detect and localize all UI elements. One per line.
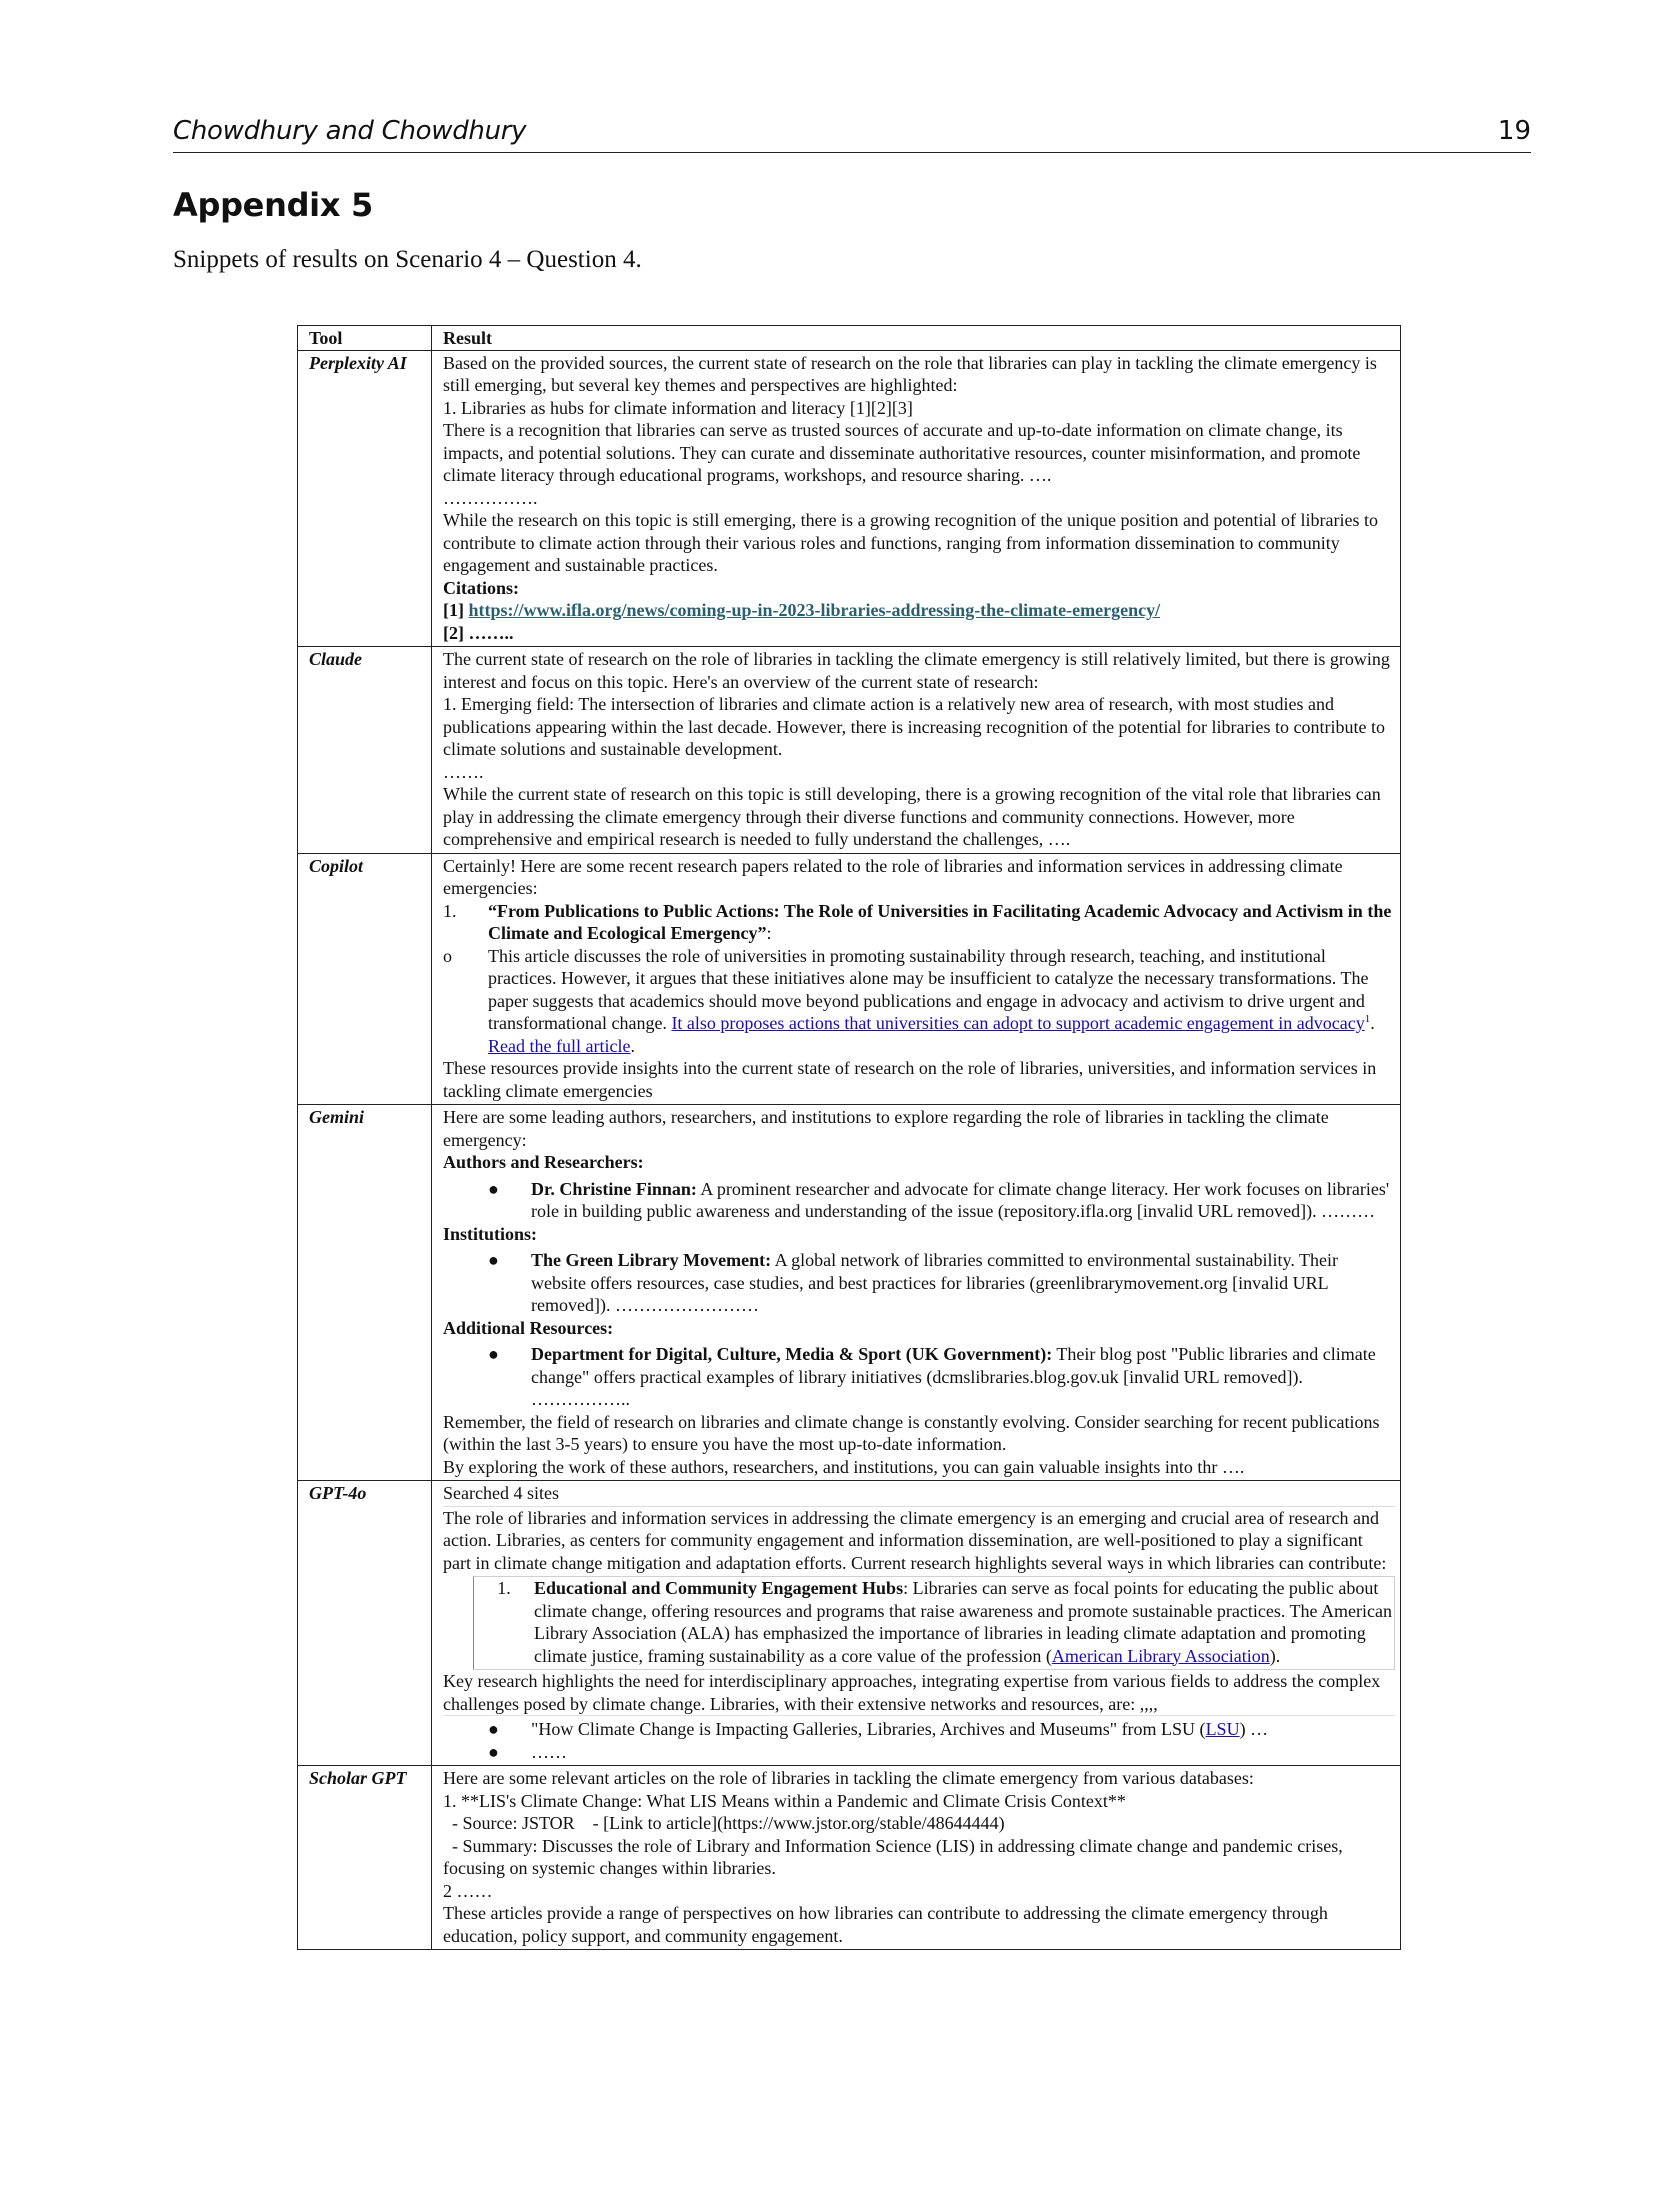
paragraph: These resources provide insights into the current state of research on the role of libraries, universities, and information services in tackling climate emergencies: [443, 1058, 1377, 1101]
list-item-text: [488, 900, 1395, 945]
paragraph: The current state of research on the role of libraries in tackling the climate emergency is still relatively limited, but there is growing interest and focus on this topic. Here's an overview of the current state of research:: [443, 649, 1390, 692]
citation-link[interactable]: https://www.ifla.org/news/coming-up-in-2023-libraries-addressing-the-climate-emergency/: [468, 600, 1161, 620]
table-caption: Snippets of results on Scenario 4 – Question 4.: [173, 246, 642, 273]
ala-link[interactable]: American Library Association: [1051, 1645, 1270, 1666]
bullet-icon: ●: [488, 1741, 499, 1762]
header-result: Result: [432, 326, 1401, 351]
read-article-link[interactable]: Read the full article: [488, 1035, 631, 1056]
list-item-text: [534, 1577, 1394, 1667]
tool-name: Claude: [298, 647, 432, 854]
paragraph: The role of libraries and information services in addressing the climate emergency is an emerging and crucial area of research and action. Libraries, as centers for community engagement and information dissemination, are well-positioned to play a significant part in climate change mitigation and adaptation efforts. Current research highlights several ways in which libraries can contribute:: [443, 1507, 1387, 1573]
paragraph: 1. Libraries as hubs for climate information and literacy [1][2][3]: [443, 397, 913, 418]
bullet-list: [443, 1715, 1395, 1763]
bullet-icon: ●: [488, 1178, 499, 1199]
bullet-icon: ●: [488, 1250, 499, 1270]
entity-description: A prominent researcher and advocate for climate change literacy. Her work focuses on libraries' role in building public awareness and understanding of the issue (repository.ifla.org [invalid URL removed]). ………: [531, 1178, 1390, 1221]
section-heading: Institutions:: [443, 1223, 538, 1244]
citation-number: [1]: [443, 600, 464, 620]
table-row: [298, 1105, 1401, 1481]
entity-name: Department for Digital, Culture, Media & Sport (UK Government):: [531, 1344, 1053, 1364]
footnote-ref: 1: [1364, 1013, 1371, 1025]
item-title: Educational and Community Engagement Hubs: [534, 1578, 904, 1598]
list-item-text: [531, 1343, 1395, 1411]
result-cell: [432, 1766, 1401, 1950]
page-header: [173, 112, 1531, 153]
entity-description: A global network of libraries committed to environmental sustainability. Their website offers resources, case studies, and best practices for libraries (greenlibrarymovement.org [invalid URL removed]). ……………………: [531, 1250, 1339, 1315]
list-item: [443, 900, 1395, 945]
list-item: [443, 1718, 1395, 1741]
list-marker: 1.: [443, 900, 457, 921]
sub-list-marker: o: [443, 945, 452, 966]
summary-text: This article discusses the role of universities in promoting sustainability through research, teaching, and institutional practices. However, it argues that these initiatives alone may be insufficient to catalyze the necessary transformations. The paper suggests that academics should move beyond publications and engage in advocacy and activism to drive urgent and transformational change.: [488, 945, 1369, 1033]
section-heading: Additional Resources:: [443, 1317, 614, 1338]
results-table: [297, 325, 1401, 1950]
list-item: [443, 1178, 1395, 1223]
paragraph: While the research on this topic is still emerging, there is a growing recognition of the unique position and potential of libraries to contribute to climate action through their various roles and functions, ranging from information dissemination to community engagement and sustainable practices.: [443, 510, 1378, 575]
paragraph: Key research highlights the need for interdisciplinary approaches, integrating expertise from various fields to address the complex challenges posed by climate change. Libraries, with their extensive networks and resources, are: ,,,,: [443, 1671, 1381, 1714]
sub-list-text: This article discusses the role of universities in promoting sustainability through research, teaching, and institutional practices. However, it argues that these initiatives alone may be insufficient to catalyze the necessary transformations. The paper suggests that academics should move beyond publications and engage in advocacy and activism to drive urgent and transformational change. It also proposes actions that universities can adopt to support academic engagement in advocacy$^1$. Read the full article.: [488, 945, 1375, 1056]
bullet-icon: ●: [488, 1719, 499, 1739]
paragraph: These articles provide a range of perspectives on how libraries can contribute to addressing the climate emergency through education, policy support, and community engagement.: [443, 1903, 1328, 1946]
entity-name: Dr. Christine Finnan:: [531, 1178, 697, 1199]
proposal-link[interactable]: It also proposes actions that universities can adopt to support academic engagement in advocacy: [671, 1013, 1365, 1033]
list-item: [474, 1577, 1394, 1667]
list-item-text: [531, 1718, 1268, 1741]
result-cell: [432, 1481, 1401, 1766]
citations-label: Citations:: [443, 577, 519, 598]
table-row: [298, 1481, 1401, 1766]
title-suffix: :: [766, 923, 772, 943]
item-close: ).: [1269, 1645, 1281, 1666]
section-heading: Authors and Researchers:: [443, 1152, 644, 1172]
table-row: [298, 647, 1401, 854]
result-cell: [432, 853, 1401, 1105]
list-item-text: [531, 1178, 1395, 1223]
paragraph: While the current state of research on this topic is still developing, there is a growing recognition of the vital role that libraries can play in addressing the climate emergency through their diverse functions and community connections. However, more comprehensive and empirical research is needed to fully understand the challenges, ….: [443, 784, 1381, 849]
appendix-title: Appendix 5: [173, 186, 373, 224]
table-row: [298, 1766, 1401, 1950]
tool-name: Perplexity AI: [298, 350, 432, 647]
citation-2: [2] ……..: [443, 622, 514, 643]
paragraph: Here are some leading authors, researchers, and institutions to explore regarding the role of libraries in tackling the climate emergency:: [443, 1107, 1329, 1150]
source-close: ) …: [1239, 1719, 1269, 1739]
tool-name: Copilot: [298, 853, 432, 1105]
paragraph: - Source: JSTOR - [Link to article](https://www.jstor.org/stable/48644444): [443, 1813, 1005, 1833]
result-cell: [432, 1105, 1401, 1481]
running-head: Chowdhury and Chowdhury: [173, 116, 527, 146]
paragraph: Here are some relevant articles on the role of libraries in tackling the climate emergency from various databases:: [443, 1768, 1254, 1788]
table-row: [298, 853, 1401, 1105]
result-cell: [432, 350, 1401, 647]
lsu-link[interactable]: LSU: [1205, 1719, 1240, 1739]
sub-list-item: [443, 945, 1395, 1058]
list-item: [443, 1249, 1395, 1317]
paragraph: - Summary: Discusses the role of Library and Information Science (LIS) in addressing climate change and pandemic crises, focusing on systemic changes within libraries.: [443, 1835, 1348, 1878]
list-item: [443, 1741, 1395, 1764]
entity-description: Their blog post "Public libraries and climate change" offers practical examples of library initiatives (dcmslibraries.blog.gov.uk [invalid URL removed]). ……………..: [531, 1344, 1376, 1409]
bullet-icon: ●: [488, 1344, 499, 1364]
paragraph: …….: [443, 761, 484, 782]
paragraph: 1. **LIS's Climate Change: What LIS Means within a Pandemic and Climate Crisis Context**: [443, 1790, 1126, 1811]
list-item-text: ……: [531, 1741, 567, 1762]
paragraph: Based on the provided sources, the current state of research on the role that libraries can play in tackling the climate emergency is still emerging, but several key themes and perspectives are highlighted:: [443, 352, 1377, 395]
searched-sites-note: Searched 4 sites: [443, 1482, 1395, 1507]
list-item: [443, 1343, 1395, 1411]
list-item-text: [531, 1249, 1395, 1317]
table-header-row: [298, 326, 1401, 351]
paragraph: There is a recognition that libraries can serve as trusted sources of accurate and up-to-date information on climate change, its impacts, and potential solutions. They can curate and disseminate authoritative resources, counter misinformation, and promote climate literacy through educational programs, workshops, and resource sharing. ….: [443, 420, 1361, 485]
paragraph: 1. Emerging field: The intersection of libraries and climate action is a relatively new area of research, with most studies and publications appearing within the last decade. However, there is increasing recognition of the potential for libraries to contribute to climate solutions and sustainable development.: [443, 694, 1385, 759]
table-row: [298, 350, 1401, 647]
source-title: "How Climate Change is Impacting Galleries, Libraries, Archives and Museums" from LSU (: [531, 1719, 1206, 1739]
paragraph: By exploring the work of these authors, researchers, and institutions, you can gain valuable insights into thr ….: [443, 1456, 1245, 1477]
result-cell: [432, 647, 1401, 854]
paragraph: Remember, the field of research on libraries and climate change is constantly evolving. Consider searching for recent publications (within the last 3-5 years) to ensure you have the most up-to-date information.: [443, 1411, 1380, 1454]
citation-1: [443, 599, 1395, 622]
entity-name: The Green Library Movement:: [531, 1250, 772, 1270]
paragraph: Certainly! Here are some recent research papers related to the role of libraries and information services in addressing climate emergencies:: [443, 855, 1343, 898]
list-marker: 1.: [497, 1578, 511, 1598]
paper-title: “From Publications to Public Actions: The Role of Universities in Facilitating Academic Advocacy and Activism in the Climate and Ecological Emergency”: [488, 900, 1392, 943]
page-number: 19: [1497, 116, 1531, 146]
tool-name: GPT-4o: [298, 1481, 432, 1766]
item-description: : Libraries can serve as focal points for educating the public about climate change, offering resources and programs that raise awareness and promote sustainable practices. The American Library Association (ALA) has emphasized the importance of libraries in leading climate adaptation and promoting climate justice, framing sustainability as a core value of the profession (: [534, 1578, 1392, 1666]
tool-name: Gemini: [298, 1105, 432, 1481]
paragraph: 2 ……: [443, 1880, 493, 1901]
numbered-list: [473, 1576, 1395, 1670]
header-tool: Tool: [298, 326, 432, 351]
paragraph: …………….: [443, 487, 538, 508]
tool-name: Scholar GPT: [298, 1766, 432, 1950]
